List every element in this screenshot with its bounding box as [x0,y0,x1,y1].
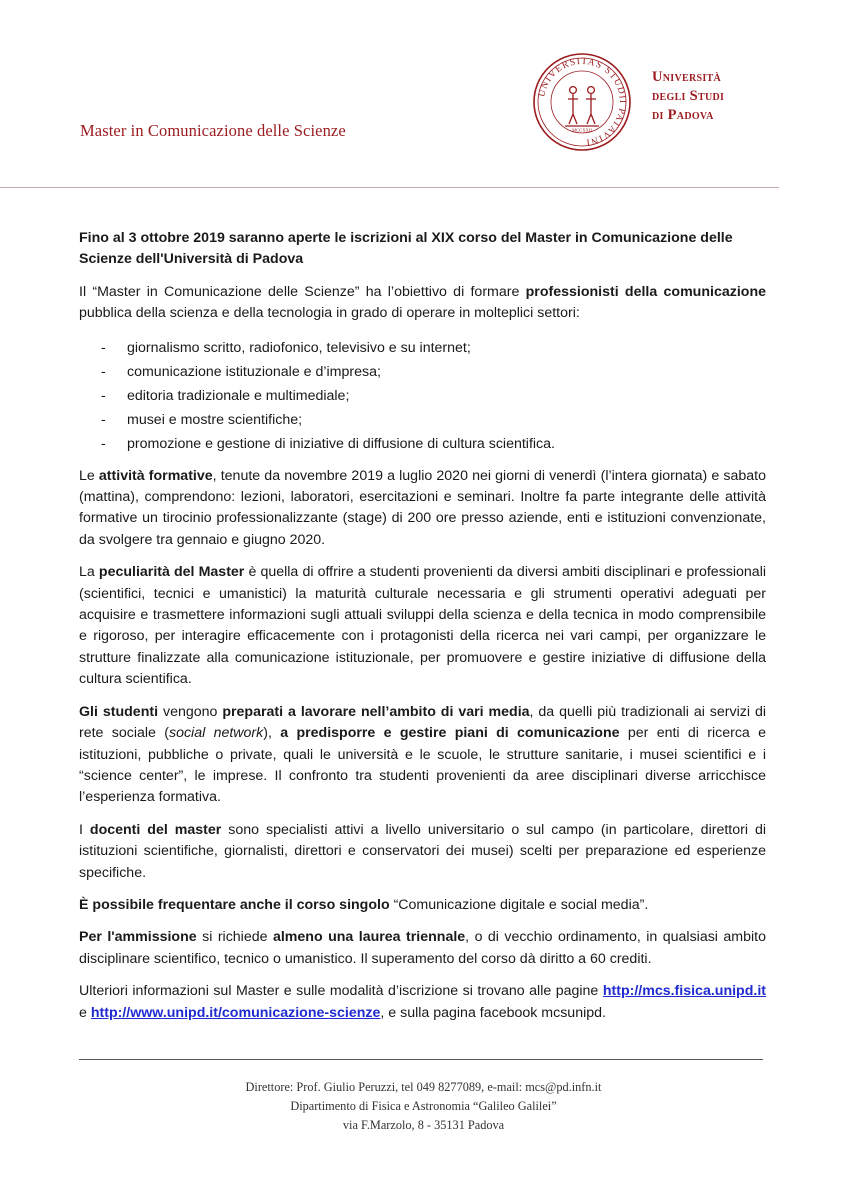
sectors-list [79,336,766,456]
footer-address: via F.Marzolo, 8 - 35131 Padova [342,1118,505,1132]
paragraph-single-course: È possibile frequentare anche il corso singolo “Comunicazione digitale e social media”. [79,896,649,913]
document-body [79,228,766,1035]
list-item: - comunicazione istituzionale e d’impresa; [79,360,766,384]
paragraph-admission: Per l'ammissione si richiede almeno una laurea triennale, o di vecchio ordinamento, in qualsiasi ambito disciplinare scientifico, tecnico o umanistico. Il superamento del corso dà diritto a 60 crediti. [79,929,766,967]
list-item: - promozione e gestione di iniziative di diffusione di cultura scientifica. [79,432,766,456]
footer-divider [79,1059,763,1060]
university-name-line: degli Studi [652,88,725,104]
footer-department: Dipartimento di Fisica e Astronomia “Galileo Galilei” [290,1099,557,1113]
list-item: - musei e mostre scientifiche; [79,408,766,432]
list-item: - giornalismo scritto, radiofonico, televisivo e su internet; [79,336,766,360]
headline: Fino al 3 ottobre 2019 saranno aperte le iscrizioni al XIX corso del Master in Comunicazione delle Scienze dell'Università di Padova [79,230,733,268]
paragraph-intro: Il “Master in Comunicazione delle Scienze” ha l’obiettivo di formare professionisti della comunicazione pubblica della scienza e della tecnologia in grado di operare in molteplici settori: [79,283,766,322]
link-mcs-site[interactable]: http://mcs.fisica.unipd.it [602,983,766,1000]
svg-text:UNIVERSITAS STUDII PATAVINI: UNIVERSITAS STUDII PATAVINI [537,56,628,147]
footer-director: Direttore: Prof. Giulio Peruzzi, tel 049 8277089, e-mail: mcs@pd.infn.it [245,1080,602,1094]
university-name-line: di Padova [652,107,714,123]
paragraph-students: Gli studenti vengono preparati a lavorare nell’ambito di vari media, da quelli più tradizionali ai servizi di rete sociale (social network), a predisporre e gestire piani di comunicazione per enti di ricerca e istituzioni, pubbliche o private, quali le università e le scuole, le strutture sanitarie, i musei scientifici e i “science center”, le imprese. Il confronto tra studenti provenienti da aree disciplinari diverse arricchisce l’esperienza formativa. [79,703,767,806]
footer [0,1078,847,1135]
university-name-line: Università [652,69,722,85]
paragraph-activities: Le attività formative, tenute da novembre 2019 a luglio 2020 nei giorni di venerdì (l’intera giornata) e sabato (mattina), comprendono: lezioni, laboratori, esercitazioni e seminari. Inoltre fa parte integrante delle attività formative un tirocinio professionalizzante (stage) di 200 ore presso aziende, enti e istituzioni convenzionate, da svolgere tra gennaio e giugno 2020. [79,467,766,548]
university-name [652,68,724,125]
paragraph-peculiarity: La peculiarità del Master è quella di offrire a studenti provenienti da diversi ambiti disciplinari e professionali (scientifici, tecnici e umanistici) la maturità culturale necessaria e gli strumenti operativi adeguati per acquisire e trasmettere informazioni sugli attuali sviluppi della scienza e della tecnica in modo comprensibile e rigoroso, per interagire efficacemente con i protagonisti della ricerca nei vari campi, per organizzare le strutture finalizzate alla comunicazione istituzionale, per promuovere e gestire iniziative di diffusione della cultura scientifica. [79,564,767,688]
header-divider [0,187,779,188]
paragraph-info: Ulteriori informazioni sul Master e sulle modalità d’iscrizione si trovano alle pagine http://mcs.fisica.unipd.it e http://www.unipd.it/comunicazione-scienze, e sulla pagina facebook mcsunipd. [79,983,766,1021]
university-seal-logo [532,52,632,152]
svg-text:MCCXXII: MCCXXII [572,127,592,133]
list-item: - editoria tradizionale e multimediale; [79,384,766,408]
header-title: Master in Comunicazione delle Scienze [80,121,346,140]
link-unipd-page[interactable]: http://www.unipd.it/comunicazione-scienze [90,1004,381,1021]
paragraph-teachers: I docenti del master sono specialisti attivi a livello universitario o sul campo (in particolare, direttori di istituzioni scientifiche, giornalisti, direttori e conservatori dei musei) scelti per preparazione ed esperienze specifiche. [79,821,766,881]
